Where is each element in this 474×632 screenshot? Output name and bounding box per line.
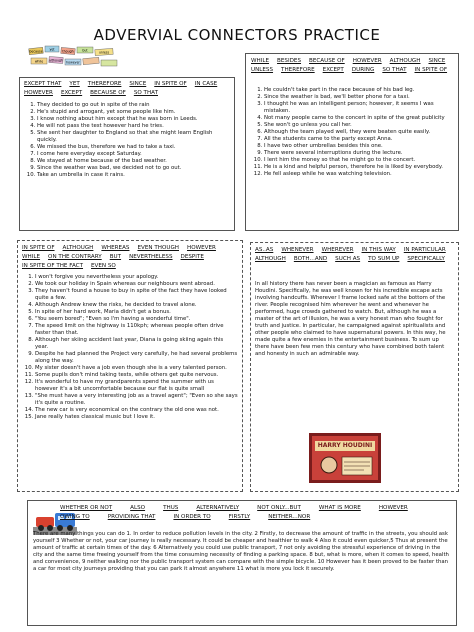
word-bank-item: WHENEVER bbox=[281, 247, 314, 253]
clipart-note-label: however bbox=[66, 60, 80, 65]
word-bank-item: THUS bbox=[163, 505, 179, 511]
word-bank-item: BOTH...AND bbox=[293, 256, 328, 262]
word-bank-item: DURING bbox=[351, 67, 375, 73]
exercise-box-1 bbox=[19, 77, 235, 231]
word-bank-item: YET bbox=[69, 81, 80, 87]
sentence-item: 10. Take an umbrella in case it rains. bbox=[37, 172, 230, 179]
word-bank-item: SINCE bbox=[428, 58, 446, 64]
word-bank-item: FIRSTLY bbox=[228, 514, 251, 520]
word-bank-item: EXCEPT bbox=[322, 67, 344, 73]
word-bank-item: BECAUSE OF bbox=[309, 58, 345, 64]
pollution-paragraph: There are many things you can do 1. In order to reduce pollution levels in the city. 2 Firstly, to decrease the amount of traffic in the streets, you should ask yourself 3 Whether or not, your car journey is really necessary. It could be cheaper and healthier to walk 4 Also it could even quicker,5 Thus at present the amount of traffic at certain times of the day. 6 Alternatively you could use public transport, 7 not only avoiding the stressful experience of driving in the city and the same time freeing yourself from the time consuming necessity of finding a parking space. 8 but, what is more, when it comes to speed, health and convenience, 9 neither walking nor the public transport system can compare with the simple bicycle. 10 However has it been proved to be faster than a car for most city journeys providing that you can park it almost anywhere 11 what is more you lock it securely. bbox=[33, 531, 449, 572]
word-bank-item: WHAT IS MORE bbox=[318, 505, 361, 511]
word-bank-item: IN THIS WAY bbox=[361, 247, 396, 253]
word-bank-item: HOWEVER bbox=[352, 58, 382, 64]
word-bank-item: IN SPITE OF bbox=[414, 67, 448, 73]
sentence-item: 1. They decided to go out in spite of the rain bbox=[37, 102, 230, 109]
sentence-item: 10. My sister doesn't have a job even though she is a very talented person. bbox=[35, 365, 238, 372]
word-bank-item: SUCH AS bbox=[335, 256, 361, 262]
box1-word-bank bbox=[24, 80, 230, 97]
sentence-item: 11. Some pupils don't mind taking tests, while others get quite nervous. bbox=[35, 372, 238, 379]
word-bank-item: WHETHER OR NOT bbox=[60, 505, 113, 511]
word-bank-item: WHILE bbox=[251, 58, 270, 64]
word-bank-item: HOWEVER bbox=[378, 505, 408, 511]
word-bank-item: ALSO bbox=[130, 505, 146, 511]
box2-word-bank bbox=[251, 57, 455, 74]
sentence-item: 8. Although her skiing accident last year, Diana is going skiing again this year. bbox=[35, 337, 238, 351]
word-bank-item: OWING TO bbox=[60, 514, 90, 520]
word-bank-item: ALTERNATIVELY bbox=[196, 505, 240, 511]
sentence-item: 7. I come here everyday except Saturday. bbox=[37, 151, 230, 158]
clipart-note-label: yet bbox=[49, 47, 55, 52]
word-bank-item: AS..AS bbox=[255, 247, 274, 253]
word-bank-item: EXCEPT THAT bbox=[24, 81, 62, 87]
word-bank-item: ALTHOUGH bbox=[255, 256, 286, 262]
word-bank-item: SPECIFICALLY bbox=[407, 256, 445, 262]
word-bank-item: NOT ONLY...BUT bbox=[257, 505, 301, 511]
word-bank-item: HOWEVER bbox=[187, 245, 216, 251]
clipart-note-label: although bbox=[48, 58, 64, 63]
word-bank-item: UNLESS bbox=[251, 67, 274, 73]
sentence-item: 2. We took our holiday in Spain whereas our neighbours went abroad. bbox=[35, 281, 238, 288]
exercise-box-3 bbox=[17, 240, 243, 492]
clipart-note-label: but bbox=[82, 48, 88, 53]
clipart-note-label: while bbox=[34, 59, 44, 64]
box3-sentence-list bbox=[22, 274, 238, 421]
word-bank-item: TO SUM UP bbox=[368, 256, 400, 262]
word-bank-item: DESPITE bbox=[180, 254, 204, 260]
exercise-box-5 bbox=[27, 500, 457, 626]
word-bank-item: NEVERTHELESS bbox=[129, 254, 173, 260]
word-bank-item: EVEN SO bbox=[91, 263, 116, 269]
word-bank-item: IN PARTICULAR bbox=[403, 247, 446, 253]
word-bank-item: IN ORDER TO bbox=[173, 514, 211, 520]
sentence-item: 12. It's wonderful to have my grandparents spend the summer with us however it's a bit uncomfortable because our flat is quite small bbox=[35, 379, 238, 393]
word-bank-item: THEREFORE bbox=[87, 81, 122, 87]
sentence-item: 2. Since the weather is bad, we'll better phone for a taxi. bbox=[264, 94, 455, 101]
word-bank-item: WHEREVER bbox=[321, 247, 354, 253]
sentence-item: 4. Although Andrew knew the risks, he decided to travel alone. bbox=[35, 302, 238, 309]
word-bank-item: IN CASE bbox=[194, 81, 218, 87]
box2-sentence-list bbox=[251, 87, 455, 178]
sentence-item: 7. The speed limit on the highway is 110kph; whereas people often drive faster than that. bbox=[35, 323, 238, 337]
box4-word-bank bbox=[255, 246, 455, 263]
houdini-paragraph: In all history there has never been a magician as famous as Harry Houdini. Specifically, he was well known for his incredible escape acts involving handcuffs. Wherever I frame locked safe at the bottom of the river. People recognised him wherever he went and whenever he performed, huge crowds gathered to watch. But, although he was a master of the art of illusion, he was a very honest man who fought for truth and justice. In particular, he campaigned against spiritualists and other people who claimed to have supernatural powers. In this way, he made quite a few enemies in the entertainment business. To sum up there have been few men this century who have combined both talent and honesty in such an admirable way. bbox=[255, 281, 446, 357]
word-bank-item: IN SPITE OF bbox=[22, 245, 55, 251]
word-bank-item: SO THAT bbox=[133, 90, 158, 96]
sentence-item: 9. Since the weather was bad, we decided not to go out. bbox=[37, 165, 230, 172]
sentence-item: 9. There were several interruptions during the lecture. bbox=[264, 150, 455, 157]
exercise-box-4 bbox=[250, 242, 459, 492]
connectors-clipart bbox=[27, 45, 119, 73]
word-bank-item: THEREFORE bbox=[281, 67, 315, 73]
word-bank-item: NEITHER...NOR bbox=[268, 514, 311, 520]
word-bank-item: IN SPITE OF THE FACT bbox=[22, 263, 84, 269]
word-bank-item: BECAUSE OF bbox=[90, 90, 126, 96]
word-bank-item: WHILE bbox=[22, 254, 41, 260]
sentence-item: 8. I have two other umbrellas besides this one. bbox=[264, 143, 455, 150]
sentence-item: 8. We stayed at home because of the bad weather. bbox=[37, 158, 230, 165]
sentence-item: 1. I won't forgive you nevertheless your apology. bbox=[35, 274, 238, 281]
word-bank-item: WHEREAS bbox=[101, 245, 130, 251]
sentence-item: 11. He is a kind and helpful person, therefore he is liked by everybody. bbox=[264, 164, 455, 171]
word-bank-item: IN SPITE OF bbox=[154, 81, 187, 87]
houdini-poster-image bbox=[309, 433, 381, 483]
sentence-item: 5. In spite of her hard work, Maria didn't get a bonus. bbox=[35, 309, 238, 316]
sentence-item: 4. He will not pass the test however hard he tries. bbox=[37, 123, 230, 130]
clipart-note-label: because bbox=[29, 49, 43, 54]
sentence-item: 12. He fell asleep while he was watching television. bbox=[264, 171, 455, 178]
sentence-item: 6. "You seem bored"; "Even so I'm having a wonderful time". bbox=[35, 316, 238, 323]
box3-word-bank bbox=[22, 244, 238, 270]
exercise-box-2 bbox=[245, 53, 459, 231]
sentence-item: 3. I know nothing about him except that he was born in Leeds. bbox=[37, 116, 230, 123]
notes-clipart-graphic bbox=[27, 45, 119, 73]
sentence-item: 3. They haven't found a house to buy in spite of the fact they have looked quite a few. bbox=[35, 288, 238, 302]
sentence-item: 6. Although the team played well, they were beaten quite easily. bbox=[264, 129, 455, 136]
sentence-item: 4. Not many people came to the concert in spite of the great publicity bbox=[264, 115, 455, 122]
word-bank-item: SO THAT bbox=[382, 67, 407, 73]
box1-sentence-list bbox=[24, 102, 230, 179]
sentence-item: 9. Despite he had planned the Project very carefully, he had several problems along the way. bbox=[35, 351, 238, 365]
word-bank-item: SINCE bbox=[129, 81, 147, 87]
clipart-note-label: though bbox=[62, 49, 74, 54]
sentence-item: 5. She won't go unless you call her. bbox=[264, 122, 455, 129]
sentence-item: 1. He couldn't take part in the race because of his bad leg. bbox=[264, 87, 455, 94]
sentence-item: 13. "She must have a very interesting job as a travel agent"; "Even so she says it's quite a routine. bbox=[35, 393, 238, 407]
sentence-item: 5. She sent her daughter to England so that she might learn English quickly. bbox=[37, 130, 230, 144]
sentence-item: 6. We missed the bus, therefore we had to take a taxi. bbox=[37, 144, 230, 151]
sentence-item: 10. I lent him the money so that he might go to the concert. bbox=[264, 157, 455, 164]
sentence-item: 14. The new car is very economical on the contrary the old one was not. bbox=[35, 407, 238, 414]
poster-graphic bbox=[309, 433, 381, 483]
clipart-note-label: unless bbox=[98, 50, 110, 55]
word-bank-item: ALTHOUGH bbox=[389, 58, 421, 64]
word-bank-item: ALTHOUGH bbox=[62, 245, 94, 251]
word-bank-item: BUT bbox=[109, 254, 122, 260]
word-bank-item: EVEN THOUGH bbox=[137, 245, 179, 251]
word-bank-item: HOWEVER bbox=[24, 90, 53, 96]
box5-word-bank bbox=[60, 504, 450, 521]
sentence-item: 15. Jane really hates classical music but I love it. bbox=[35, 414, 238, 421]
sentence-item: 2. He's stupid and arrogant, yet some people like him. bbox=[37, 109, 230, 116]
word-bank-item: BESIDES bbox=[277, 58, 302, 64]
page-title: ADVERVIAL CONNECTORS PRACTICE bbox=[93, 26, 381, 44]
word-bank-item: PROVIDING THAT bbox=[107, 514, 156, 520]
word-bank-item: EXCEPT bbox=[60, 90, 83, 96]
word-bank-item: ON THE CONTRARY bbox=[48, 254, 102, 260]
poster-caption: HARRY HOUDINI bbox=[317, 442, 373, 449]
sentence-item: 7. All the students came to the party except Anna. bbox=[264, 136, 455, 143]
sentence-item: 3. I thought he was an intelligent person; however, it seems I was mistaken. bbox=[264, 101, 455, 115]
